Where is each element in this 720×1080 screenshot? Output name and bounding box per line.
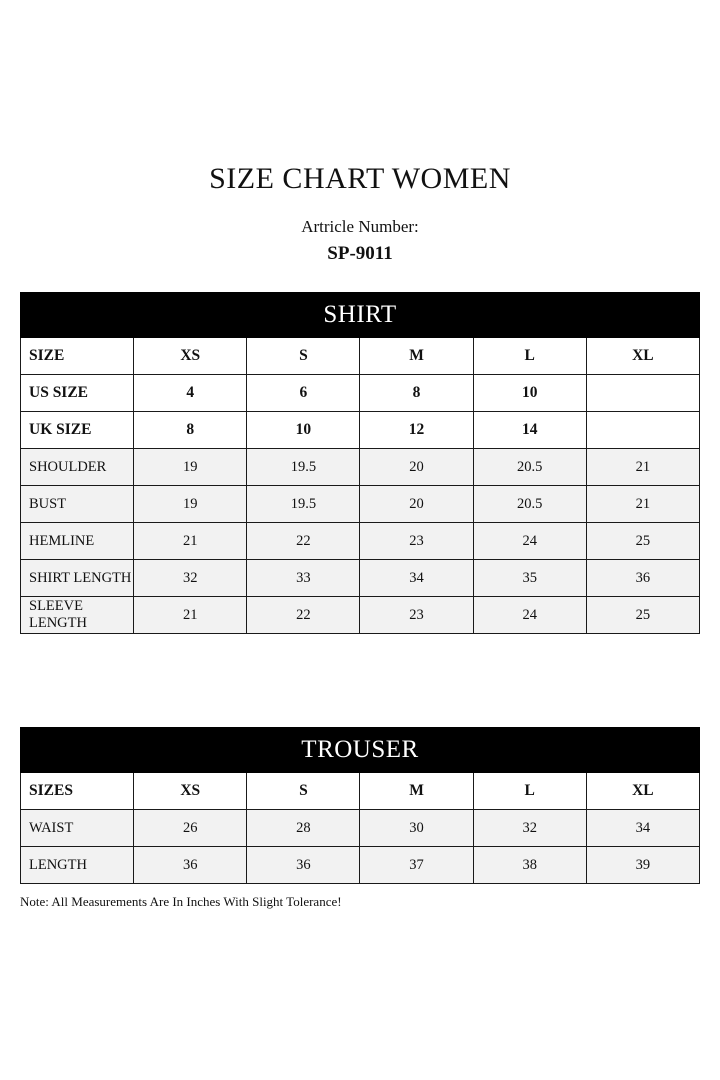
row-value-xs: 26 [134,810,247,847]
row-value-l: 38 [473,847,586,884]
row-value-xs: 21 [134,597,247,634]
row-value-xl: 21 [586,449,699,486]
trouser-header-xs: XS [134,773,247,810]
page-title: SIZE CHART WOMEN [209,162,511,195]
table-row [21,597,700,634]
shirt-header-row [21,338,700,375]
row-value-l: 20.5 [473,449,586,486]
row-value-xl: 25 [586,523,699,560]
row-value-xl: 39 [586,847,699,884]
row-value-m: 34 [360,560,473,597]
row-value-m: 20 [360,449,473,486]
row-value-l: 32 [473,810,586,847]
row-value-xl [586,375,699,412]
trouser-header-row [21,773,700,810]
row-label: LENGTH [21,847,134,884]
row-value-s: 19.5 [247,449,360,486]
shirt-header-size: SIZE [21,338,134,375]
row-value-m: 30 [360,810,473,847]
row-value-s: 36 [247,847,360,884]
row-label: SHIRT LENGTH [21,560,134,597]
trouser-banner: TROUSER [21,728,700,773]
row-value-s: 22 [247,523,360,560]
row-label: SHOULDER [21,449,134,486]
row-value-m: 20 [360,486,473,523]
row-value-xl: 34 [586,810,699,847]
trouser-header-s: S [247,773,360,810]
row-value-xs: 19 [134,486,247,523]
row-label: SLEEVE LENGTH [21,597,134,634]
section-spacer [0,634,720,727]
row-value-xs: 32 [134,560,247,597]
row-value-m: 23 [360,523,473,560]
shirt-banner: SHIRT [21,293,700,338]
row-value-l: 20.5 [473,486,586,523]
row-label: UK SIZE [21,412,134,449]
trouser-header-sizes: SIZES [21,773,134,810]
row-value-m: 8 [360,375,473,412]
row-value-s: 6 [247,375,360,412]
row-value-xl [586,412,699,449]
row-label: US SIZE [21,375,134,412]
trouser-header-xl: XL [586,773,699,810]
table-row [21,375,700,412]
row-value-l: 24 [473,523,586,560]
row-value-xl: 36 [586,560,699,597]
article-number-label: Artricle Number: [301,217,419,236]
measurement-note: Note: All Measurements Are In Inches With Slight Tolerance! [20,894,342,909]
row-value-m: 37 [360,847,473,884]
table-row [21,449,700,486]
table-row [21,847,700,884]
row-value-l: 35 [473,560,586,597]
trouser-header-m: M [360,773,473,810]
table-row [21,523,700,560]
shirt-banner-row [21,293,700,338]
row-value-xs: 8 [134,412,247,449]
row-value-l: 10 [473,375,586,412]
shirt-header-l: L [473,338,586,375]
table-row [21,810,700,847]
row-value-xs: 4 [134,375,247,412]
row-value-xs: 36 [134,847,247,884]
row-label: BUST [21,486,134,523]
trouser-banner-row [21,728,700,773]
trouser-header-l: L [473,773,586,810]
row-value-s: 33 [247,560,360,597]
row-label: WAIST [21,810,134,847]
row-value-s: 22 [247,597,360,634]
shirt-header-xs: XS [134,338,247,375]
row-value-m: 23 [360,597,473,634]
row-label: HEMLINE [21,523,134,560]
row-value-xs: 21 [134,523,247,560]
row-value-s: 28 [247,810,360,847]
shirt-header-xl: XL [586,338,699,375]
shirt-header-s: S [247,338,360,375]
row-value-m: 12 [360,412,473,449]
shirt-header-m: M [360,338,473,375]
row-value-s: 10 [247,412,360,449]
row-value-xs: 19 [134,449,247,486]
table-row [21,560,700,597]
table-row [21,412,700,449]
row-value-xl: 25 [586,597,699,634]
row-value-l: 24 [473,597,586,634]
row-value-s: 19.5 [247,486,360,523]
article-number-value: SP-9011 [327,243,393,264]
table-row [21,486,700,523]
row-value-xl: 21 [586,486,699,523]
shirt-size-table [20,292,700,634]
row-value-l: 14 [473,412,586,449]
trouser-size-table [20,727,700,884]
